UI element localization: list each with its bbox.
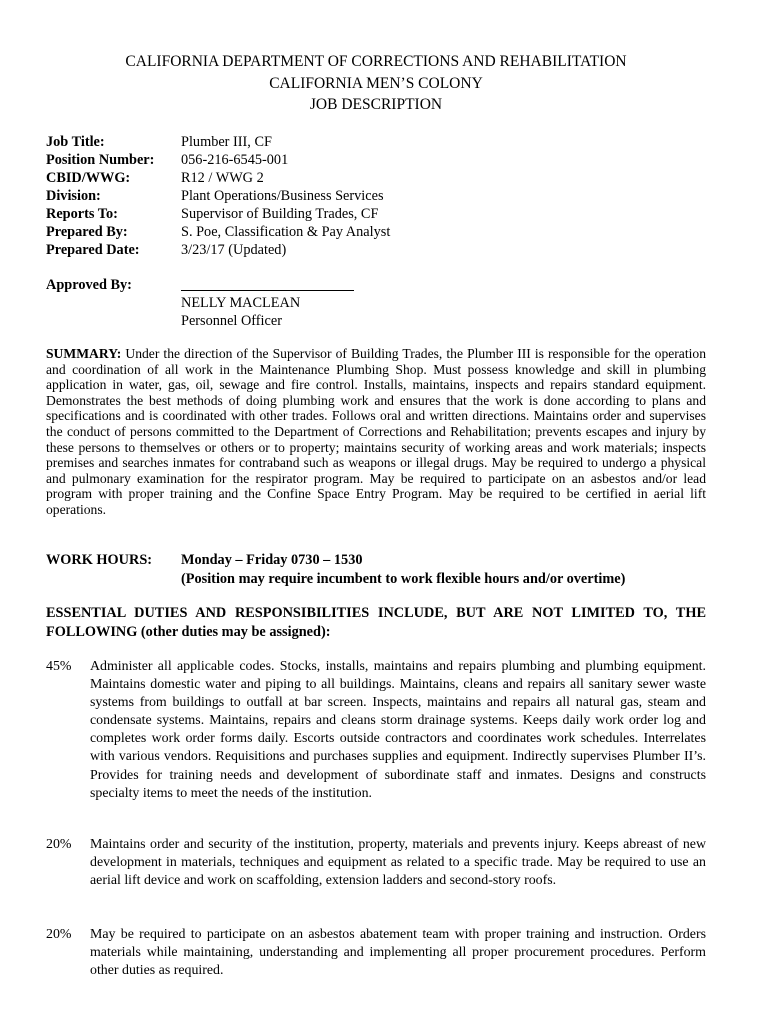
- approver-title: Personnel Officer: [181, 313, 282, 329]
- signature-line: [181, 290, 354, 291]
- field-label: Job Title:: [46, 134, 105, 150]
- summary-section: [46, 346, 706, 518]
- header-doc-type: JOB DESCRIPTION: [309, 96, 443, 113]
- work-hours-note: (Position may require incumbent to work flexible hours and/or overtime): [181, 570, 626, 587]
- field-value: Plumber III, CF: [181, 134, 272, 150]
- field-label: Prepared By:: [46, 224, 128, 240]
- field-value: 3/23/17 (Updated): [181, 242, 287, 258]
- field-label: Reports To:: [46, 206, 118, 222]
- field-row-cbid-wwg: [46, 169, 390, 187]
- field-label: Position Number:: [46, 152, 155, 168]
- summary-text: Under the direction of the Supervisor of Building Trades, the Plumber III is responsible for the operation and coordination of all work in the Maintenance Plumbing Shop. Must possess knowledge and skill in plumbing application in water, gas, oil, sewage and fire control. Installs, maintains, inspects and repairs standard equipment. Demonstrates the best methods of doing plumbing work and ensures that the work is done according to plans and specifications and is coordinated with other trades. Follows oral and written directions. Maintains order and supervises the conduct of persons committed to the Department of Corrections and Rehabilitation; prevents escapes and injury by these persons to themselves or others or to property; maintains security of working areas and work materials; inspects premises and searches inmates for contraband such as weapons or illegal drugs. May be required to undergo a physical and pulmonary examination for the respirator program. May be required to participate on an asbestos and/or lead program with proper training and the Confine Space Entry Program. May be required to be certified in aerial lift operations.: [46, 346, 706, 517]
- duty-percent: 45%: [46, 659, 72, 674]
- field-value: R12 / WWG 2: [181, 170, 264, 186]
- duty-text: May be required to participate on an asbestos abatement team with proper training and instruction. Orders materials while maintaining, understanding and implementing all proper procurement procedures. Perform other duties as required.: [90, 927, 706, 979]
- approved-by-label: Approved By:: [46, 277, 132, 293]
- document-header: [46, 51, 706, 116]
- work-hours-label: WORK HOURS:: [46, 552, 153, 568]
- duty-text: Administer all applicable codes. Stocks, installs, maintains and repairs plumbing and plumbing equipment. Maintains domestic water and piping to all buildings. Maintains, cleans and repairs all sanitary sewer waste systems from buildings to outfall at bar screen. Inspects, maintains and repairs all natural gas, steam and condensate systems. Maintains, repairs and cleans storm drainage systems. Keeps daily work order log and completes work order forms daily. Escorts outside contractors and coordinates work schedules. Interrelates with various vendors. Requisitions and purchases supplies and equipment. Indirectly supervises Plumber II’s. Provides for training needs and development of subordinate staff and inmates. Designs and constructs specialty items to meet the needs of the institution.: [90, 659, 706, 801]
- field-row-position-number: [46, 151, 390, 169]
- field-label: Division:: [46, 188, 101, 204]
- field-row-prepared-by: [46, 223, 390, 241]
- field-label: CBID/WWG:: [46, 170, 131, 186]
- work-hours-schedule: Monday – Friday 0730 – 1530: [181, 552, 363, 568]
- field-row-prepared-date: [46, 241, 390, 259]
- approver-name: NELLY MACLEAN: [181, 295, 301, 311]
- essential-duties-heading: ESSENTIAL DUTIES AND RESPONSIBILITIES INCLUDE, BUT ARE NOT LIMITED TO, THE FOLLOWING (other duties may be assigned):: [46, 605, 706, 640]
- field-label: Prepared Date:: [46, 242, 140, 258]
- field-value: Supervisor of Building Trades, CF: [181, 206, 379, 222]
- field-row-reports-to: [46, 205, 390, 223]
- field-row-job-title: [46, 133, 390, 151]
- header-institution: CALIFORNIA MEN’S COLONY: [269, 74, 483, 92]
- header-department: CALIFORNIA DEPARTMENT OF CORRECTIONS AND REHABILITATION: [125, 53, 627, 70]
- field-row-division: [46, 187, 390, 205]
- field-value: S. Poe, Classification & Pay Analyst: [181, 224, 391, 240]
- duty-text: Maintains order and security of the institution, property, materials and prevents injury. Keeps abreast of new development in materials, techniques and equipment as related to a specific trade. May be required to use an aerial lift device and work on scaffolding, extension ladders and second-story roofs.: [90, 837, 706, 889]
- duty-percent: 20%: [46, 927, 72, 942]
- job-info-fields: [46, 133, 390, 259]
- summary-label: SUMMARY:: [46, 346, 122, 361]
- duty-percent: 20%: [46, 837, 72, 852]
- field-value: 056-216-6545-001: [181, 152, 289, 168]
- field-value: Plant Operations/Business Services: [181, 188, 384, 204]
